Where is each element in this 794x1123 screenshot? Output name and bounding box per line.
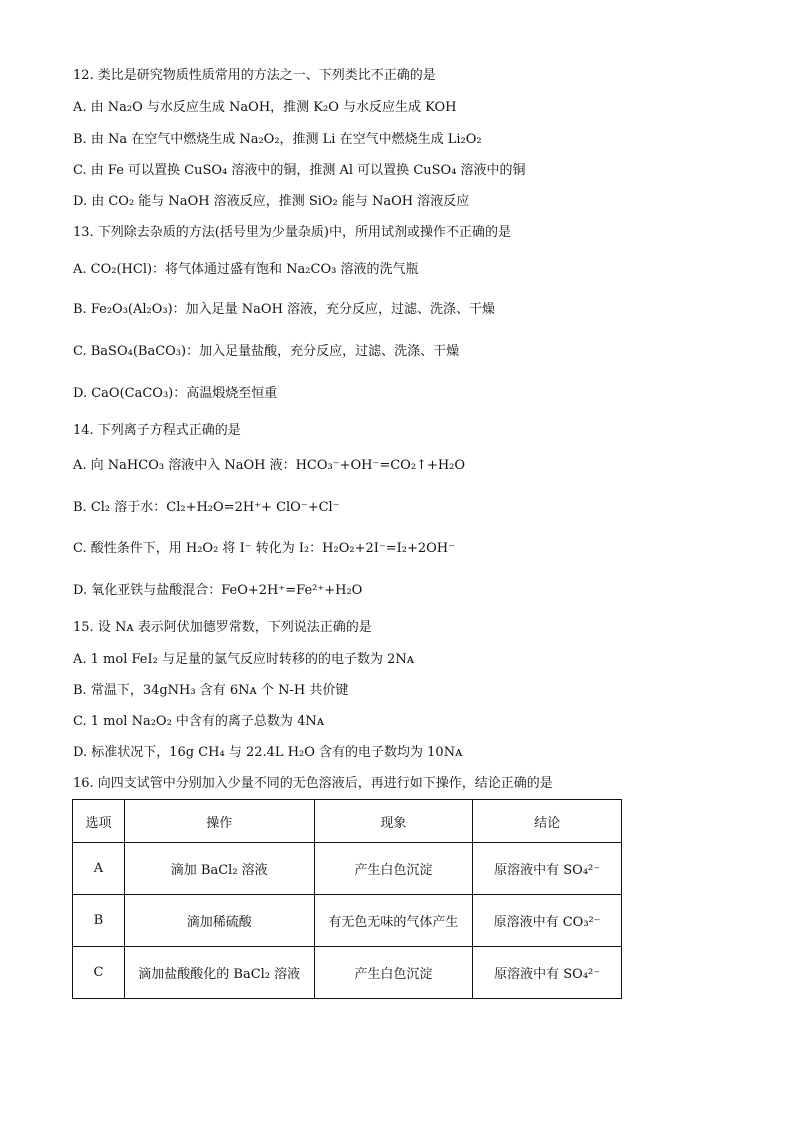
table-row — [73, 895, 622, 947]
row-a-phenomenon: 产生白色沉淀 — [314, 843, 473, 895]
table-row — [73, 947, 622, 999]
header-cell-phenomenon: 现象 — [314, 800, 473, 843]
row-a-operation: 滴加 BaCl₂ 溶液 — [124, 843, 314, 895]
header-cell-conclusion: 结论 — [473, 800, 622, 843]
question-12-option-c: C. 由 Fe 可以置换 CuSO₄ 溶液中的铜，推测 Al 可以置换 CuSO₄ 溶液中的铜 — [73, 163, 526, 178]
row-c-option: C — [73, 947, 125, 999]
question-12-option-a: A. 由 Na₂O 与水反应生成 NaOH，推测 K₂O 与水反应生成 KOH — [73, 100, 457, 115]
question-13-option-b: B. Fe₂O₃(Al₂O₃)：加入足量 NaOH 溶液，充分反应，过滤、洗涤、干燥 — [73, 302, 496, 317]
table-row — [73, 843, 622, 895]
question-13-option-a: A. CO₂(HCl)：将气体通过盛有饱和 Na₂CO₃ 溶液的洗气瓶 — [73, 262, 419, 277]
question-14-stem: 14. 下列离子方程式正确的是 — [73, 423, 241, 438]
question-15-stem: 15. 设 Nᴀ 表示阿伏加德罗常数，下列说法正确的是 — [73, 620, 372, 635]
question-15-option-c: C. 1 mol Na₂O₂ 中含有的离子总数为 4Nᴀ — [73, 714, 325, 729]
question-15-option-d: D. 标准状况下，16g CH₄ 与 22.4L H₂O 含有的电子数均为 10Nᴀ — [73, 745, 463, 760]
question-14-option-c: C. 酸性条件下，用 H₂O₂ 将 I⁻ 转化为 I₂：H₂O₂+2I⁻=I₂+2OH⁻ — [73, 541, 456, 556]
row-b-conclusion: 原溶液中有 CO₃²⁻ — [473, 895, 622, 947]
question-16-table — [72, 799, 622, 999]
header-cell-operation: 操作 — [124, 800, 314, 843]
row-c-phenomenon: 产生白色沉淀 — [314, 947, 473, 999]
row-b-phenomenon: 有无色无味的气体产生 — [314, 895, 473, 947]
row-c-conclusion: 原溶液中有 SO₄²⁻ — [473, 947, 622, 999]
question-12-stem: 12. 类比是研究物质性质常用的方法之一、下列类比不正确的是 — [73, 68, 436, 83]
row-a-option: A — [73, 843, 125, 895]
question-14-option-d: D. 氧化亚铁与盐酸混合：FeO+2H⁺=Fe²⁺+H₂O — [73, 583, 363, 598]
row-b-option: B — [73, 895, 125, 947]
question-12-option-b: B. 由 Na 在空气中燃烧生成 Na₂O₂，推测 Li 在空气中燃烧生成 Li₂O₂ — [73, 132, 482, 147]
question-15-option-b: B. 常温下，34gNH₃ 含有 6Nᴀ 个 N-H 共价键 — [73, 683, 349, 698]
question-13-option-d: D. CaO(CaCO₃)：高温煅烧至恒重 — [73, 386, 278, 401]
question-13-option-c: C. BaSO₄(BaCO₃)：加入足量盐酸，充分反应，过滤、洗涤、干燥 — [73, 344, 460, 359]
row-b-operation: 滴加稀硫酸 — [124, 895, 314, 947]
question-13-stem: 13. 下列除去杂质的方法(括号里为少量杂质)中，所用试剂或操作不正确的是 — [73, 225, 511, 240]
table-header-row — [73, 800, 622, 843]
question-12-option-d: D. 由 CO₂ 能与 NaOH 溶液反应，推测 SiO₂ 能与 NaOH 溶液反应 — [73, 194, 470, 209]
question-14-option-b: B. Cl₂ 溶于水：Cl₂+H₂O=2H⁺+ ClO⁻+Cl⁻ — [73, 500, 340, 515]
row-a-conclusion: 原溶液中有 SO₄²⁻ — [473, 843, 622, 895]
question-15-option-a: A. 1 mol FeI₂ 与足量的氯气反应时转移的的电子数为 2Nᴀ — [73, 652, 415, 667]
question-16-stem: 16. 向四支试管中分别加入少量不同的无色溶液后，再进行如下操作，结论正确的是 — [73, 776, 553, 791]
question-14-option-a: A. 向 NaHCO₃ 溶液中入 NaOH 液：HCO₃⁻+OH⁻=CO₂↑+H₂O — [73, 458, 466, 473]
header-cell-option: 选项 — [73, 800, 125, 843]
row-c-operation: 滴加盐酸酸化的 BaCl₂ 溶液 — [124, 947, 314, 999]
